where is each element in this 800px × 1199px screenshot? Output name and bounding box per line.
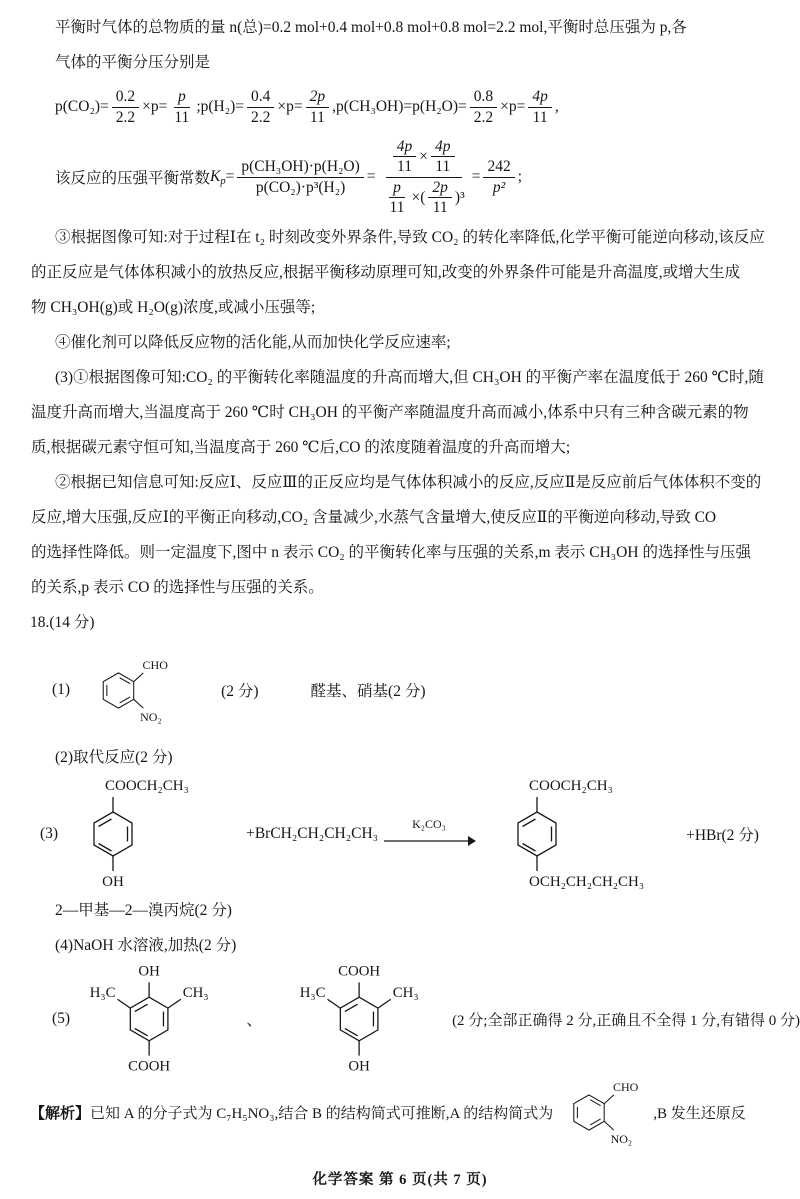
para-3-1-line-3: 质,根据碳元素守恒可知,当温度高于 260 ℃后,CO 的浓度随着温度的升高而增大;	[31, 439, 571, 456]
fraction: $\frac{p}{11}$	[389, 178, 405, 216]
para-3-1-line-1: (3)①根据图像可知:CO₂ 的平衡转化率随温度的升高而增大,但 CH₃OH 的平衡产率在温度低于 260 ℃时,随	[55, 369, 764, 386]
eq-text: p(CO₂)=	[55, 98, 109, 115]
isomer-1-structure	[70, 956, 228, 1082]
fraction: $\frac{4p}{11}$	[431, 137, 455, 177]
catalyst-label: K₂CO₃	[412, 817, 446, 831]
methyl-group-label: H₃C	[299, 985, 326, 1002]
list-separator: 、	[246, 1012, 262, 1029]
substituent-bond	[327, 999, 340, 1008]
eq-text: ×p=	[277, 98, 303, 115]
double-bond	[99, 819, 112, 827]
item-2-text: (2)取代反应(2 分)	[55, 749, 173, 766]
fraction: $\frac{4p}{11}$	[528, 87, 552, 127]
fraction: $\frac{2p}{11}$	[428, 178, 452, 218]
para-2-line-3: 的选择性降低。则一定温度下,图中 n 表示 CO₂ 的平衡转化率与压强的关系,m 表示 CH₃OH 的选择性与压强	[31, 544, 751, 561]
methyl-group-label: CH₃	[182, 985, 209, 1002]
eq-equals: =	[366, 168, 376, 185]
methyl-group-label: CH₃	[392, 985, 419, 1002]
substituent-bond	[134, 672, 144, 681]
benzene-ring	[103, 672, 133, 707]
nitrobenzaldehyde-structure	[70, 640, 195, 741]
kp-symbol: K	[210, 168, 221, 185]
cho-group-label: CHO	[142, 657, 168, 672]
eq-text: ×p=	[500, 98, 526, 115]
times-sign: ×	[411, 188, 421, 206]
ester-group-label: COOCH₂CH₃	[105, 778, 189, 794]
substituent-bond	[118, 999, 131, 1008]
nested-fraction	[379, 137, 469, 218]
cho-group-label: CHO	[613, 1079, 639, 1094]
para-3-line-2: 的正反应是气体体积减小的放热反应,根据平衡移动原理可知,改变的外界条件可能是升高温度,或增大生成	[31, 264, 741, 281]
eq-lead: 该反应的压强平衡常数	[55, 170, 211, 187]
ester-group-label: COOCH₂CH₃	[529, 778, 613, 794]
kp-subscript: p	[220, 175, 226, 187]
paren-open: (	[420, 188, 426, 206]
reaction-arrow	[384, 814, 476, 854]
fraction: $\frac{p}{11}$	[174, 88, 190, 126]
kp-equation	[0, 134, 800, 220]
eq-text: ;p(H₂)=	[196, 98, 245, 115]
butoxy-group-label: OCH₂CH₂CH₂CH₃	[529, 874, 645, 890]
item-1-answer: 醛基、硝基(2 分)	[310, 683, 426, 700]
product-ether-ester-structure	[482, 771, 652, 897]
double-bond	[99, 844, 112, 852]
eq-equals: =	[471, 168, 481, 185]
no2-group-label: NO₂	[140, 709, 162, 724]
eq-equals: =	[225, 168, 235, 185]
substituent-bond	[604, 1121, 614, 1130]
no2-group-label: NO₂	[610, 1131, 633, 1146]
isomer-2-structure	[280, 956, 438, 1082]
item-1-score: (2 分)	[221, 683, 259, 700]
intro-line-2: 气体的平衡分压分别是	[55, 54, 211, 71]
benzene-ring	[574, 1094, 604, 1129]
byproduct-text: +HBr(2 分)	[686, 827, 759, 844]
fraction: $\frac{4p}{11}$	[393, 137, 417, 177]
eq-text: ,p(CH₃OH)=p(H₂O)=	[332, 98, 467, 115]
double-bond	[345, 1004, 358, 1011]
partial-pressure-equation	[0, 80, 800, 134]
eq-text: ,	[554, 98, 559, 115]
reactant-ester-phenol-structure	[58, 771, 198, 897]
hydroxyl-group-label: OH	[348, 1058, 370, 1075]
fraction: $\frac{\text{p(CH₃OH)·p(H₂O)}}{\text{p(CO₂)·p³(H₂)}}$	[237, 157, 363, 197]
question-18-title: 18.(14 分)	[30, 614, 95, 631]
reagent-text: +BrCH₂CH₂CH₂CH₃	[246, 825, 379, 842]
eq-text: ×p=	[142, 98, 168, 115]
arrow-head	[468, 836, 476, 846]
item-5-scoring-note: (2 分;全部正确得 2 分,正确且不全得 1 分,有错得 0 分)	[452, 1012, 800, 1029]
times-sign: ×	[419, 147, 428, 165]
double-bond	[135, 1004, 148, 1011]
para-3-1-line-2: 温度升高而增大,当温度高于 260 ℃时 CH₃OH 的平衡产率随温度升高而减小,体系中只有三种含碳元素的物	[31, 404, 749, 421]
para-2-line-4: 的关系,p 表示 CO 的选择性与压强的关系。	[31, 579, 324, 596]
hydroxyl-group-label: OH	[102, 874, 124, 890]
nitrobenzaldehyde-structure-small	[553, 1062, 653, 1163]
benzene-ring	[518, 812, 556, 856]
substituent-bond	[134, 699, 144, 708]
item-3-label: (3)	[40, 825, 59, 842]
double-bond	[523, 844, 536, 852]
analysis-row	[0, 1075, 800, 1149]
item-3-reaction-row	[0, 775, 800, 893]
item-1-label: (1)	[52, 681, 71, 698]
para-2-line-2: 反应,增大压强,反应Ⅰ的平衡正向移动,CO₂ 含量减少,水蒸气含量增大,使反应Ⅱ的平衡逆向移动,导致 CO	[31, 509, 717, 526]
item-4-text: (4)NaOH 水溶液,加热(2 分)	[55, 937, 237, 954]
item-3-answer: 2—甲基—2—溴丙烷(2 分)	[55, 902, 232, 919]
methyl-group-label: H₃C	[89, 985, 116, 1002]
substituent-bond	[378, 999, 391, 1008]
item-1-row	[0, 640, 800, 740]
item-5-row	[0, 963, 800, 1075]
benzene-ring	[130, 997, 168, 1041]
fraction: $\frac{0.4}{2.2}$	[247, 87, 274, 127]
substituent-bond	[604, 1094, 614, 1103]
substituent-bond	[168, 999, 181, 1008]
paren-close-cubed: )³	[454, 188, 465, 206]
fraction: $\frac{242}{\text{p²}}$	[483, 157, 514, 197]
page-footer: 化学答案 第 6 页(共 7 页)	[312, 1172, 488, 1188]
analysis-tail: ,B 发生还原反	[653, 1105, 746, 1122]
fraction: $\frac{2p}{11}$	[306, 87, 330, 127]
carboxyl-group-label: COOH	[128, 1058, 171, 1075]
benzene-ring	[340, 997, 378, 1041]
benzene-ring	[94, 812, 132, 856]
double-bond	[523, 819, 536, 827]
para-4: ④催化剂可以降低反应物的活化能,从而加快化学反应速率;	[55, 334, 451, 351]
eq-tail: ;	[517, 168, 523, 185]
double-bond	[345, 1028, 358, 1035]
item-5-label: (5)	[52, 1010, 71, 1027]
double-bond	[135, 1028, 148, 1035]
carboxyl-group-label: COOH	[337, 963, 380, 980]
para-2-line-1: ②根据已知信息可知:反应Ⅰ、反应Ⅲ的正反应均是气体体积减小的反应,反应Ⅱ是反应前后气体体积不变的	[55, 474, 762, 491]
hydroxyl-group-label: OH	[138, 963, 160, 980]
analysis-tag: 【解析】	[30, 1105, 91, 1122]
analysis-text: 已知 A 的分子式为 C₇H₅NO₃,结合 B 的结构简式可推断,A 的结构简式为	[90, 1105, 554, 1122]
fraction: $\frac{0.8}{2.2}$	[470, 87, 497, 127]
para-3-line-1: ③根据图像可知:对于过程Ⅰ在 t₂ 时刻改变外界条件,导致 CO₂ 的转化率降低,化学平衡可能逆向移动,该反应	[55, 229, 765, 246]
fraction: $\frac{0.2}{2.2}$	[112, 87, 139, 127]
intro-line-1: 平衡时气体的总物质的量 n(总)=0.2 mol+0.4 mol+0.8 mol+0.8 mol=2.2 mol,平衡时总压强为 p,各	[55, 19, 687, 36]
para-3-line-3: 物 CH₃OH(g)或 H₂O(g)浓度,或减小压强等;	[31, 299, 316, 316]
